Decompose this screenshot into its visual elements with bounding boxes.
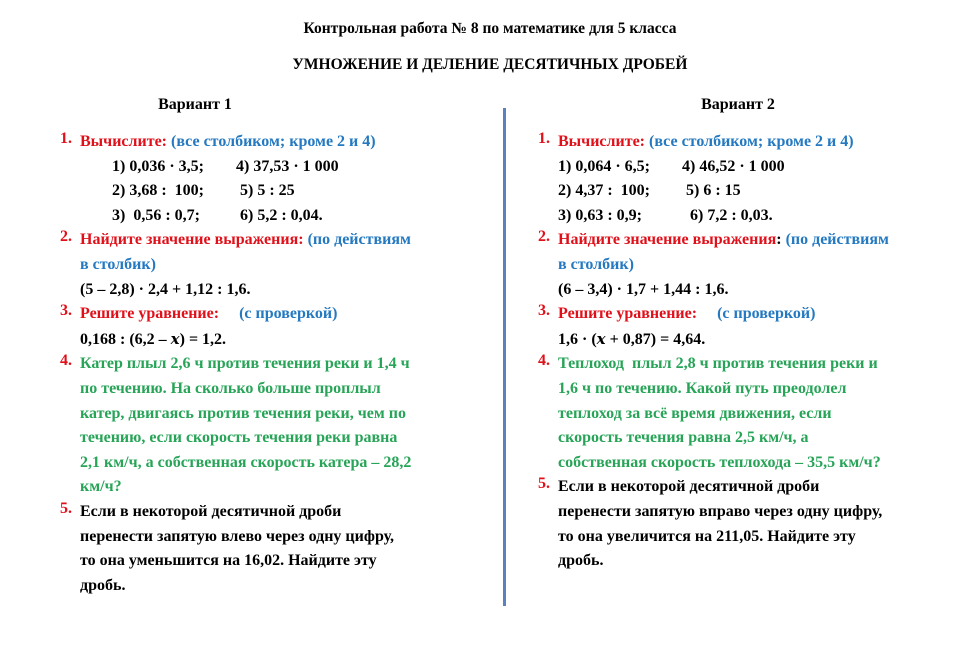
task-note-cont: в столбик) <box>558 255 634 273</box>
column-divider <box>503 108 506 606</box>
task-note: (все столбиком; кроме 2 и 4) <box>167 133 376 150</box>
variant-2-title: Вариант 2 <box>701 96 775 113</box>
variant-2-column <box>538 94 978 574</box>
task-5 <box>60 500 500 598</box>
task-number: 2. <box>538 228 550 246</box>
equation-part: + 0,87) = 4,64. <box>605 330 706 348</box>
task-row: 3) 0,56 : 0,7; 6) 5,2 : 0,04. <box>112 206 323 224</box>
task-text-line: 2,1 км/ч, а собственная скорость катера – 28,2 <box>80 453 412 471</box>
task-text-line: Если в некоторой десятичной дроби <box>80 502 342 520</box>
task-equation <box>80 327 500 353</box>
task-note: (с проверкой) <box>697 305 816 323</box>
equation-variable: x <box>170 329 180 348</box>
task-1 <box>60 130 500 228</box>
task-text-line: течению, если скорость течения реки равна <box>80 429 398 447</box>
task-note: (все столбиком; кроме 2 и 4) <box>645 133 854 150</box>
task-text-line: Катер плыл 2,6 ч против течения реки и 1,4 ч <box>80 355 410 373</box>
task-note: (с проверкой) <box>219 305 338 323</box>
task-text-line: то она увеличится на 211,05. Найдите эту <box>558 527 856 545</box>
task-3 <box>60 302 500 352</box>
document-title: Контрольная работа № 8 по математике для 5 класса <box>303 20 677 37</box>
equation-part: ) = 1,2. <box>179 330 227 348</box>
task-5 <box>538 475 978 573</box>
task-text-line: км/ч? <box>80 478 122 496</box>
equation-variable: x <box>596 329 606 348</box>
task-text-line: по течению. На сколько больше проплыл <box>80 379 381 397</box>
task-equation <box>558 327 978 353</box>
task-text-line: дробь. <box>80 576 126 594</box>
task-label: Вычислите: <box>558 133 645 150</box>
task-number: 3. <box>538 302 550 320</box>
task-number: 1. <box>60 130 72 147</box>
task-number: 1. <box>538 130 550 147</box>
task-2 <box>538 228 978 302</box>
task-text-line: скорость течения равна 2,5 км/ч, а <box>558 429 809 447</box>
variant-1-title: Вариант 1 <box>158 96 232 113</box>
task-text-line: 1,6 ч по течению. Какой путь преодолел <box>558 379 847 397</box>
task-number: 2. <box>60 228 72 246</box>
task-label: Решите уравнение: <box>558 305 698 323</box>
task-text-line: перенести запятую влево через одну цифру, <box>80 527 395 545</box>
task-row: 3) 0,63 : 0,9; 6) 7,2 : 0,03. <box>558 206 773 224</box>
task-3 <box>538 302 978 352</box>
task-row: 1) 0,036 · 3,5; 4) 37,53 · 1 000 <box>112 157 339 175</box>
task-4 <box>60 352 500 500</box>
task-row: 2) 4,37 : 100; 5) 6 : 15 <box>558 182 741 200</box>
task-row: 2) 3,68 : 100; 5) 5 : 25 <box>112 182 295 200</box>
task-number: 5. <box>538 475 550 493</box>
task-text-line: собственная скорость теплохода – 35,5 км/ч? <box>558 453 881 471</box>
task-text-line: то она уменьшится на 16,02. Найдите эту <box>80 552 377 570</box>
task-label-colon: : <box>776 231 782 249</box>
task-label: Решите уравнение: <box>80 305 220 323</box>
equation-part: 0,168 : (6,2 – <box>80 330 171 348</box>
task-note: (по действиям <box>781 231 889 249</box>
task-note-cont: в столбик) <box>80 255 156 273</box>
task-number: 4. <box>538 352 550 370</box>
task-2 <box>60 228 500 302</box>
task-expression: (6 – 3,4) · 1,7 + 1,44 : 1,6. <box>558 280 729 298</box>
task-1 <box>538 130 978 228</box>
task-text-line: дробь. <box>558 552 604 570</box>
task-label: Найдите значение выражения <box>558 231 777 249</box>
task-label: Найдите значение выражения: <box>80 231 304 249</box>
task-text-line: перенести запятую вправо через одну цифру, <box>558 502 883 520</box>
task-expression: (5 – 2,8) · 2,4 + 1,12 : 1,6. <box>80 280 251 298</box>
equation-part: 1,6 · ( <box>558 330 597 348</box>
task-text-line: Если в некоторой десятичной дроби <box>558 478 820 496</box>
task-4 <box>538 352 978 475</box>
variant-1-column <box>60 94 500 598</box>
task-number: 3. <box>60 302 72 320</box>
task-label: Вычислите: <box>80 133 167 150</box>
task-number: 5. <box>60 499 72 517</box>
task-number: 4. <box>60 352 72 370</box>
task-text-line: катер, двигаясь против течения реки, чем по <box>80 404 406 422</box>
task-note: (по действиям <box>303 231 411 249</box>
task-row: 1) 0,064 · 6,5; 4) 46,52 · 1 000 <box>558 157 785 175</box>
task-text-line: Теплоход плыл 2,8 ч против течения реки и <box>558 355 878 373</box>
document-subtitle: УМНОЖЕНИЕ И ДЕЛЕНИЕ ДЕСЯТИЧНЫХ ДРОБЕЙ <box>292 56 688 73</box>
task-text-line: теплоход за всё время движения, если <box>558 404 832 422</box>
